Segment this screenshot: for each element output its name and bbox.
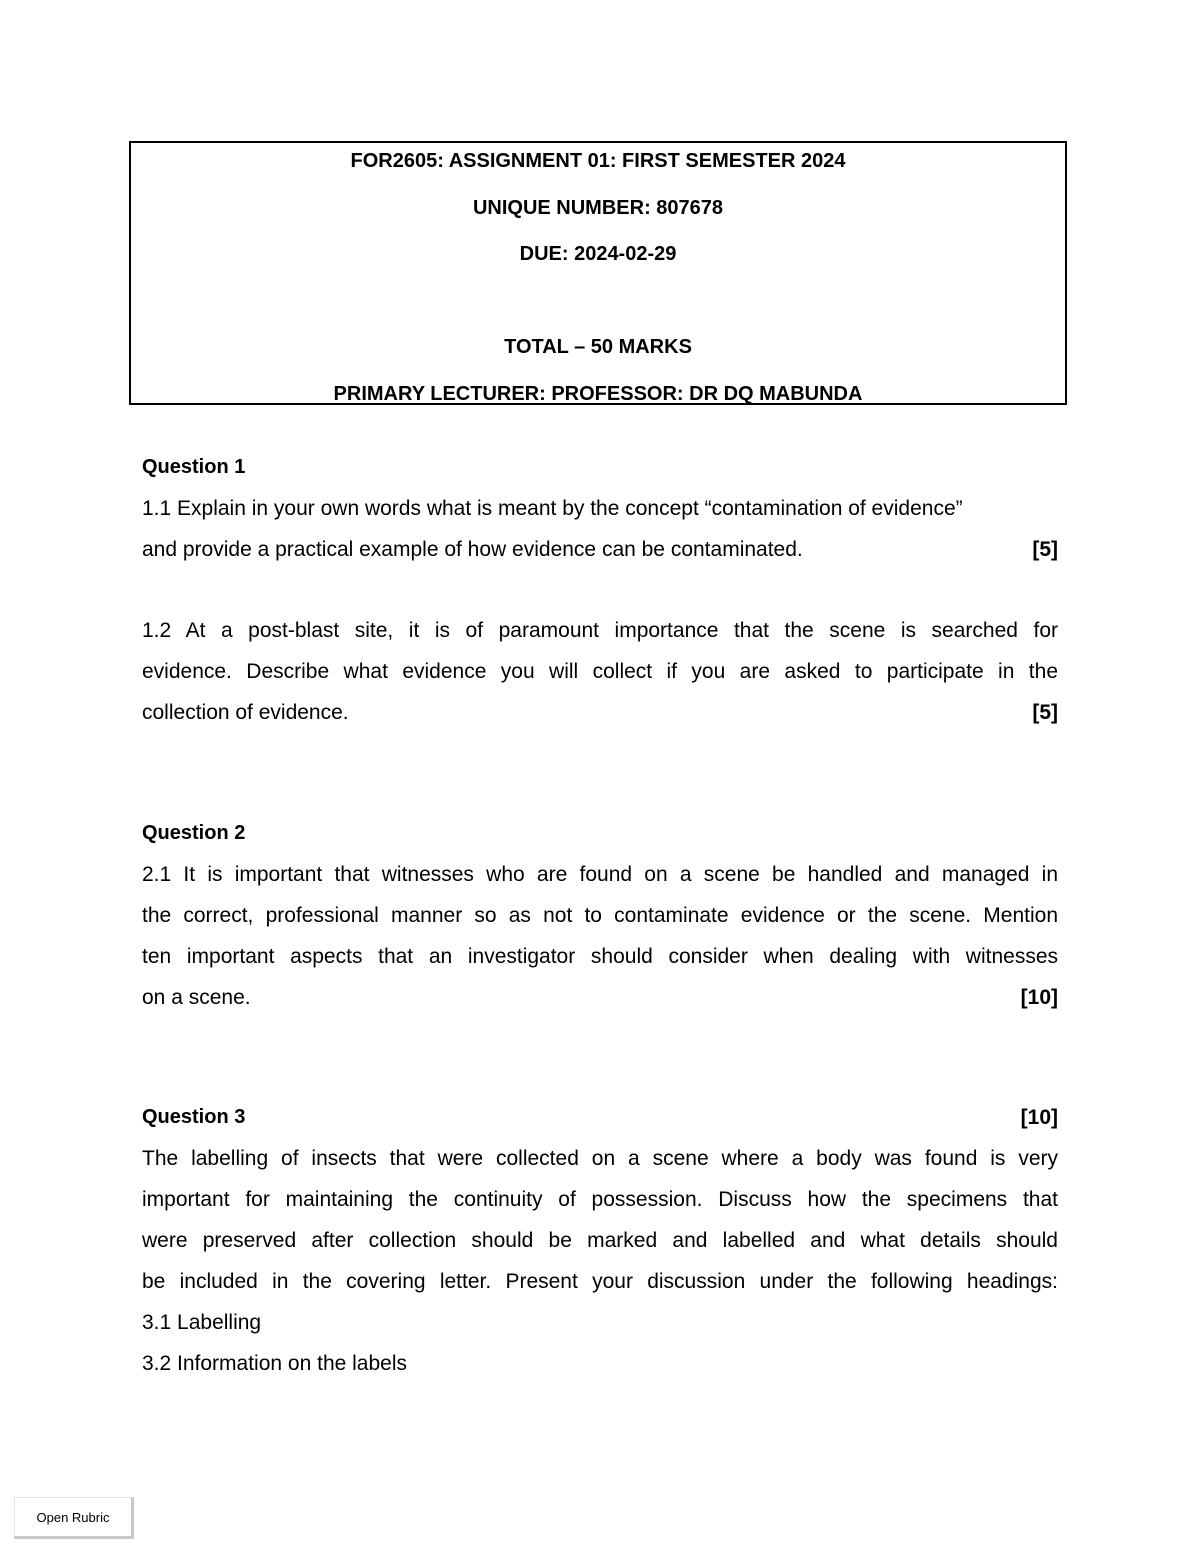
- q1-2-text-line-1: 1.2 At a post-blast site, it is of paramount importance that the scene is searched for: [142, 619, 1058, 642]
- q1-1-text-line-1: 1.1 Explain in your own words what is meant by the concept “contamination of evidence”: [142, 497, 963, 520]
- due-date: DUE: 2024-02-29: [519, 243, 677, 265]
- q3-text-line-4: be included in the covering letter. Present your discussion under the following headings:: [142, 1270, 1058, 1293]
- q3-text-line-1: The labelling of insects that were collected on a scene where a body was found is very: [142, 1147, 1058, 1170]
- q1-1-marks: [5]: [1032, 538, 1058, 561]
- q2-1-marks: [10]: [1020, 986, 1058, 1009]
- q2-1-line-4: [142, 977, 1058, 1018]
- q2-1-text-line-2: the correct, professional manner so as not to contaminate evidence or the scene. Mention: [142, 904, 1058, 927]
- question-3-section: [142, 1097, 1058, 1384]
- question-1-heading: Question 1: [142, 456, 246, 478]
- q3-text-line-2: important for maintaining the continuity of possession. Discuss how the specimens that: [142, 1188, 1058, 1211]
- assignment-title: FOR2605: ASSIGNMENT 01: FIRST SEMESTER 2024: [350, 150, 846, 172]
- open-rubric-button[interactable]: Open Rubric: [14, 1497, 134, 1539]
- q3-text-line-3: were preserved after collection should be marked and labelled and what details should: [142, 1229, 1058, 1252]
- q1-2-text-line-2: evidence. Describe what evidence you will collect if you are asked to participate in the: [142, 660, 1058, 683]
- question-2-section: [142, 813, 1058, 1018]
- question-3-heading-row: [142, 1097, 1058, 1138]
- question-2-heading: Question 2: [142, 822, 246, 844]
- unique-number: UNIQUE NUMBER: 807678: [472, 197, 724, 219]
- q1-2-line-3: [142, 692, 1058, 733]
- q1-1-text-line-2: and provide a practical example of how evidence can be contaminated.: [142, 538, 803, 561]
- primary-lecturer: PRIMARY LECTURER: PROFESSOR: DR DQ MABUNDA: [333, 383, 863, 405]
- q2-1-text-line-4: on a scene.: [142, 986, 251, 1009]
- q2-1-text-line-3: ten important aspects that an investigator should consider when dealing with witnesses: [142, 945, 1058, 968]
- q3-sub-2: 3.2 Information on the labels: [142, 1352, 408, 1375]
- q1-1-line-2: [142, 529, 1058, 570]
- q3-marks: [10]: [1020, 1106, 1058, 1129]
- q1-2-text-line-3: collection of evidence.: [142, 701, 349, 724]
- question-3-heading: Question 3: [142, 1106, 246, 1128]
- total-marks: TOTAL – 50 MARKS: [504, 336, 692, 358]
- assignment-header-box: [129, 141, 1067, 405]
- question-1-section: [142, 447, 1058, 570]
- q1-2-marks: [5]: [1032, 701, 1058, 724]
- q2-1-text-line-1: 2.1 It is important that witnesses who are found on a scene be handled and managed in: [142, 863, 1058, 886]
- q3-sub-1: 3.1 Labelling: [142, 1311, 262, 1334]
- question-1-2-section: [142, 610, 1058, 733]
- q1-1-line-1: [142, 488, 1058, 529]
